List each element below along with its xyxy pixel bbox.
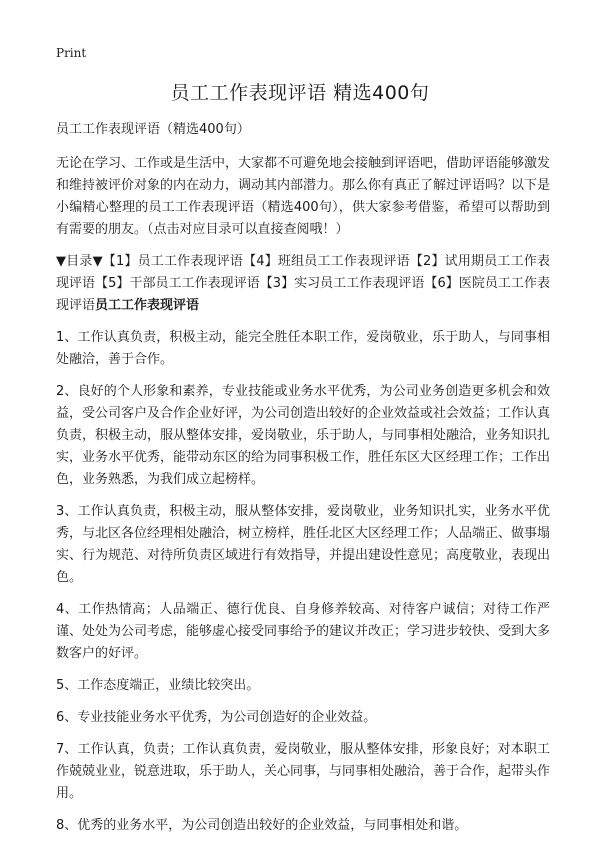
print-link[interactable]: Print xyxy=(56,46,87,60)
list-item: 8、优秀的业务水平，为公司创造出较好的企业效益，与同事相处和谐。 xyxy=(56,818,468,833)
toc-link-1[interactable]: 【1】员工工作表现评语 xyxy=(102,254,244,269)
toc-prefix: ▼目录▼ xyxy=(56,254,103,269)
toc-link-6[interactable]: 【6】医院员工工作表现评语 xyxy=(56,276,550,313)
toc-link-5[interactable]: 【5】干部员工工作表现评语 xyxy=(95,276,260,291)
document-body xyxy=(56,119,550,847)
toc-current-section: 员工工作表现评语 xyxy=(95,298,200,313)
list-item: 5、工作态度端正，业绩比较突出。 xyxy=(56,678,260,693)
list-item: 4、工作热情高；人品端正、德行优良、自身修养较高、对待客户诚信；对待工作严谨、处处为公司考虑，能够虚心接受同事给予的建议并改正；学习进步较快、受到大多数客户的好评。 xyxy=(56,602,551,661)
intro-paragraph: 无论在学习、工作或是生活中，大家都不可避免地会接触到评语吧，借助评语能够激发和维持被评价对象的内在动力，调动其内部潜力。那么你有真正了解过评语吗？以下是小编精心整理的员工工作表现评语（精选400句），供大家参考借鉴，希望可以帮助到有需要的朋友。（点击对应目录可以直接查阅哦！） xyxy=(56,156,551,237)
list-item: 6、专业技能业务水平优秀，为公司创造好的企业效益。 xyxy=(56,710,377,725)
toc-link-4[interactable]: 【4】班组员工工作表现评语 xyxy=(243,254,410,269)
table-of-contents xyxy=(56,251,550,317)
toc-link-2[interactable]: 【2】试用期员工工作表现评语 xyxy=(56,254,550,291)
list-item: 2、良好的个人形象和素养，专业技能或业务水平优秀，为公司业务创造更多机会和效益，受公司客户及合作企业好评，为公司创造出较好的企业效益或社会效益；工作认真负责，积极主动，服从整体安排，爱岗敬业，乐于助人，与同事相处融洽，业务知识扎实，业务水平优秀，能带动东区的给为同事积极工作，胜任东区大区经理工作；工作出色，业务熟悉，为我们成立起榜样。 xyxy=(56,384,551,487)
list-item: 1、工作认真负责，积极主动，能完全胜任本职工作，爱岗敬业，乐于助人，与同事相处融洽，善于合作。 xyxy=(56,330,550,367)
list-item: 3、工作认真负责，积极主动，服从整体安排，爱岗敬业，业务知识扎实，业务水平优秀，与北区各位经理相处融洽，树立榜样，胜任北区大区经理工作；人品端正、做事塌实、行为规范、对待所负责区域进行有效指导，并提出建设性意见；高度敬业，表现出色。 xyxy=(56,504,551,585)
page-title: 员工工作表现评语 精选400句 xyxy=(170,82,430,104)
list-item: 7、工作认真，负责；工作认真负责，爱岗敬业，服从整体安排，形象良好；对本职工作兢兢业业，锐意进取，乐于助人，关心同事，与同事相处融洽，善于合作，起带头作用。 xyxy=(56,742,551,801)
subtitle: 员工工作表现评语（精选400句） xyxy=(56,122,250,137)
toc-link-3[interactable]: 【3】实习员工工作表现评语 xyxy=(259,276,425,291)
